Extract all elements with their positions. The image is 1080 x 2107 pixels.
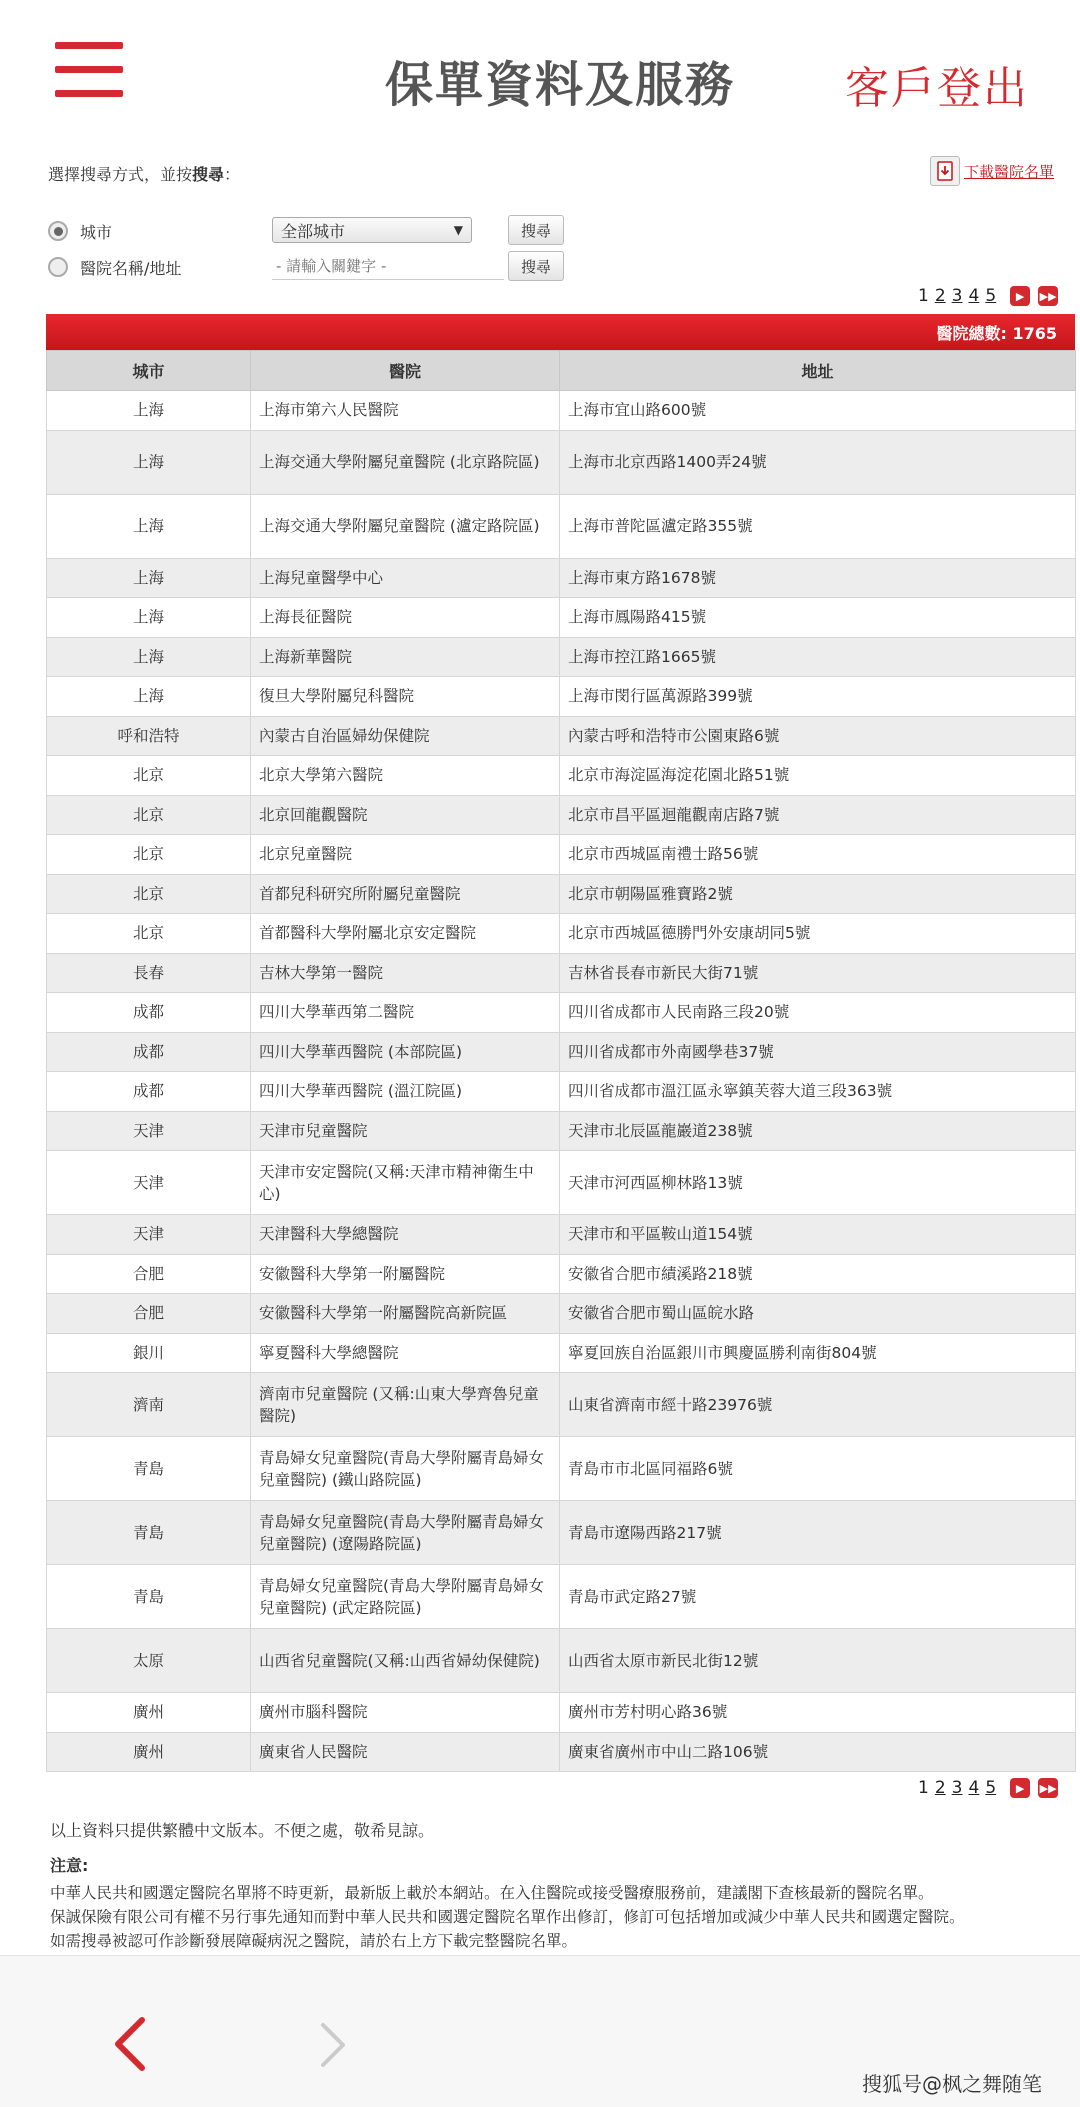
city-cell: 成都 <box>47 1032 251 1072</box>
page-title: 保單資料及服務 <box>385 57 736 113</box>
city-radio-button[interactable] <box>48 221 68 241</box>
hospital-name-radio-label: 醫院名稱/地址 <box>80 258 182 278</box>
address-cell: 安徽省合肥市蜀山區皖水路 <box>560 1294 1076 1334</box>
next-page-icon[interactable]: ▶ <box>1010 286 1030 306</box>
city-cell: 青島 <box>47 1501 251 1565</box>
table-row <box>47 1373 1076 1437</box>
hospital-cell: 四川大學華西醫院 (本部院區) <box>251 1032 560 1072</box>
table-row <box>47 1072 1076 1112</box>
hospital-table <box>46 350 1076 1772</box>
download-list-link[interactable]: 下載醫院名單 <box>964 162 1055 181</box>
city-cell: 青島 <box>47 1565 251 1629</box>
hospital-cell: 首都兒科研究所附屬兒童醫院 <box>251 874 560 914</box>
address-cell: 北京市西城區德勝門外安康胡同5號 <box>560 914 1076 954</box>
table-row <box>47 1254 1076 1294</box>
address-cell: 天津市河西區柳林路13號 <box>560 1151 1076 1215</box>
hospital-cell: 濟南市兒童醫院 (又稱:山東大學齊魯兒童醫院) <box>251 1373 560 1437</box>
hospital-cell: 青島婦女兒童醫院(青島大學附屬青島婦女兒童醫院) (鐵山路院區) <box>251 1437 560 1501</box>
hospital-cell: 四川大學華西醫院 (溫江院區) <box>251 1072 560 1112</box>
city-cell: 濟南 <box>47 1373 251 1437</box>
hospital-cell: 安徽醫科大學第一附屬醫院 <box>251 1254 560 1294</box>
table-header-row <box>47 351 1076 391</box>
table-row <box>47 637 1076 677</box>
table-row <box>47 494 1076 558</box>
city-cell: 上海 <box>47 598 251 638</box>
address-cell: 山東省濟南市經十路23976號 <box>560 1373 1076 1437</box>
page-link-2[interactable]: 2 <box>934 286 946 306</box>
dropdown-arrow-icon: ▼ <box>453 223 463 237</box>
city-cell: 合肥 <box>47 1254 251 1294</box>
hospital-cell: 吉林大學第一醫院 <box>251 953 560 993</box>
city-cell: 北京 <box>47 835 251 875</box>
address-cell: 吉林省長春市新民大街71號 <box>560 953 1076 993</box>
city-cell: 青島 <box>47 1437 251 1501</box>
table-row <box>47 1333 1076 1373</box>
table-row <box>47 598 1076 638</box>
hospital-cell: 上海新華醫院 <box>251 637 560 677</box>
hospital-cell: 青島婦女兒童醫院(青島大學附屬青島婦女兒童醫院) (遼陽路院區) <box>251 1501 560 1565</box>
note-line-2: 保誠保險有限公司有權不另行事先通知而對中華人民共和國選定醫院名單作出修訂，修訂可包括增加或減少中華人民共和國選定醫院。 <box>50 1908 965 1926</box>
column-header-hospital: 醫院 <box>251 351 560 391</box>
table-row <box>47 1111 1076 1151</box>
address-cell: 北京市海淀區海淀花園北路51號 <box>560 756 1076 796</box>
city-cell: 廣州 <box>47 1732 251 1772</box>
city-cell: 北京 <box>47 756 251 796</box>
radio-option-hospital-name[interactable] <box>48 252 181 282</box>
address-cell: 四川省成都市溫江區永寧鎮芙蓉大道三段363號 <box>560 1072 1076 1112</box>
hospital-cell: 北京回龍觀醫院 <box>251 795 560 835</box>
city-select[interactable] <box>272 217 472 243</box>
table-row <box>47 430 1076 494</box>
city-cell: 合肥 <box>47 1294 251 1334</box>
address-cell: 上海市控江路1665號 <box>560 637 1076 677</box>
page-link-3[interactable]: 3 <box>951 286 963 306</box>
city-cell: 成都 <box>47 993 251 1033</box>
hospital-total-bar <box>46 314 1075 350</box>
hospital-cell: 廣東省人民醫院 <box>251 1732 560 1772</box>
keyword-search-input[interactable] <box>272 252 504 280</box>
address-cell: 四川省成都市外南國學巷37號 <box>560 1032 1076 1072</box>
hospital-cell: 山西省兒童醫院(又稱:山西省婦幼保健院) <box>251 1629 560 1693</box>
table-row <box>47 1151 1076 1215</box>
address-cell: 天津市北辰區龍巖道238號 <box>560 1111 1076 1151</box>
city-cell: 天津 <box>47 1151 251 1215</box>
table-row <box>47 391 1076 431</box>
city-cell: 北京 <box>47 914 251 954</box>
city-cell: 北京 <box>47 795 251 835</box>
search-instructions <box>48 162 240 185</box>
table-row <box>47 1501 1076 1565</box>
hospital-cell: 上海交通大學附屬兒童醫院 (北京路院區) <box>251 430 560 494</box>
hospital-total-count: 醫院總數: 1765 <box>936 323 1057 343</box>
app-header <box>0 0 1080 150</box>
table-row <box>47 677 1076 717</box>
city-cell: 成都 <box>47 1072 251 1112</box>
hospital-cell: 上海長征醫院 <box>251 598 560 638</box>
page-link-1[interactable]: 1 <box>918 1778 929 1798</box>
hospital-cell: 北京兒童醫院 <box>251 835 560 875</box>
city-cell: 天津 <box>47 1215 251 1255</box>
browser-bottom-bar <box>0 1955 1080 2107</box>
table-body <box>47 391 1076 1772</box>
hospital-cell: 四川大學華西第二醫院 <box>251 993 560 1033</box>
city-radio-label: 城市 <box>80 222 113 242</box>
page-link-5[interactable]: 5 <box>985 286 997 306</box>
note-line-1: 中華人民共和國選定醫院名單將不時更新，最新版上載於本網站。在入住醫院或接受醫療服務前，建議閣下查核最新的醫院名單。 <box>50 1884 934 1902</box>
city-select-value: 全部城市 <box>281 221 346 241</box>
last-page-icon[interactable]: ▶▶ <box>1038 286 1058 306</box>
search-hint-bold: 搜尋 <box>192 165 225 184</box>
address-cell: 青島市遼陽西路217號 <box>560 1501 1076 1565</box>
address-cell: 天津市和平區鞍山道154號 <box>560 1215 1076 1255</box>
hospital-cell: 天津醫科大學總醫院 <box>251 1215 560 1255</box>
pagination-top <box>918 284 1058 308</box>
address-cell: 山西省太原市新民北街12號 <box>560 1629 1076 1693</box>
address-cell: 北京市西城區南禮士路56號 <box>560 835 1076 875</box>
address-cell: 上海市北京西路1400弄24號 <box>560 430 1076 494</box>
city-cell: 上海 <box>47 677 251 717</box>
city-cell: 銀川 <box>47 1333 251 1373</box>
table-row <box>47 835 1076 875</box>
hospital-cell: 上海市第六人民醫院 <box>251 391 560 431</box>
address-cell: 上海市鳳陽路415號 <box>560 598 1076 638</box>
hospital-cell: 天津市安定醫院(又稱:天津市精神衛生中心) <box>251 1151 560 1215</box>
address-cell: 廣州市芳村明心路36號 <box>560 1693 1076 1733</box>
address-cell: 上海市閔行區萬源路399號 <box>560 677 1076 717</box>
page-link-2[interactable]: 2 <box>934 1778 946 1798</box>
logout-button[interactable]: 客戶登出 <box>845 63 1029 114</box>
address-cell: 上海市宜山路600號 <box>560 391 1076 431</box>
table-row <box>47 1437 1076 1501</box>
last-page-icon[interactable]: ▶▶ <box>1038 1778 1058 1798</box>
hospital-cell: 首都醫科大學附屬北京安定醫院 <box>251 914 560 954</box>
notes-title: 注意: <box>50 1856 89 1875</box>
address-cell: 青島市武定路27號 <box>560 1565 1076 1629</box>
city-search-button[interactable]: 搜尋 <box>508 215 564 245</box>
table-row <box>47 1215 1076 1255</box>
table-row <box>47 716 1076 756</box>
hospital-cell: 廣州市腦科醫院 <box>251 1693 560 1733</box>
address-cell: 北京市昌平區迴龍觀南店路7號 <box>560 795 1076 835</box>
table-row <box>47 1294 1076 1334</box>
table-row <box>47 993 1076 1033</box>
page-link-4[interactable]: 4 <box>968 286 980 306</box>
chevron-right-icon[interactable] <box>318 2021 348 2073</box>
hospital-cell: 天津市兒童醫院 <box>251 1111 560 1151</box>
address-cell: 北京市朝陽區雅寶路2號 <box>560 874 1076 914</box>
city-cell: 廣州 <box>47 1693 251 1733</box>
download-list-icon[interactable] <box>930 156 960 186</box>
table-row <box>47 1032 1076 1072</box>
address-cell: 四川省成都市人民南路三段20號 <box>560 993 1076 1033</box>
watermark-text: 搜狐号@枫之舞随笔 <box>862 2072 1042 2096</box>
address-cell: 安徽省合肥市績溪路218號 <box>560 1254 1076 1294</box>
chevron-left-icon[interactable] <box>112 2016 148 2076</box>
city-cell: 太原 <box>47 1629 251 1693</box>
hospital-cell: 內蒙古自治區婦幼保健院 <box>251 716 560 756</box>
page-link-4[interactable]: 4 <box>968 1778 980 1798</box>
table-row <box>47 874 1076 914</box>
table-row <box>47 1629 1076 1693</box>
column-header-city: 城市 <box>47 351 251 391</box>
city-cell: 上海 <box>47 494 251 558</box>
pagination-bottom <box>918 1776 1058 1800</box>
address-cell: 內蒙古呼和浩特市公園東路6號 <box>560 716 1076 756</box>
page-link-5[interactable]: 5 <box>985 1778 997 1798</box>
address-cell: 上海市東方路1678號 <box>560 558 1076 598</box>
hospital-name-radio-button[interactable] <box>48 257 68 277</box>
city-cell: 長春 <box>47 953 251 993</box>
hospital-cell: 寧夏醫科大學總醫院 <box>251 1333 560 1373</box>
address-cell: 寧夏回族自治區銀川市興慶區勝利南街804號 <box>560 1333 1076 1373</box>
address-cell: 上海市普陀區瀘定路355號 <box>560 494 1076 558</box>
table-row <box>47 1565 1076 1629</box>
city-cell: 上海 <box>47 637 251 677</box>
table-row <box>47 1732 1076 1772</box>
address-cell: 青島市市北區同福路6號 <box>560 1437 1076 1501</box>
table-row <box>47 558 1076 598</box>
page-link-1[interactable]: 1 <box>918 286 929 306</box>
hospital-cell: 安徽醫科大學第一附屬醫院高新院區 <box>251 1294 560 1334</box>
table-row <box>47 795 1076 835</box>
search-hint-text: 選擇搜尋方式，並按 <box>48 165 193 184</box>
next-page-icon[interactable]: ▶ <box>1010 1778 1030 1798</box>
radio-option-city[interactable] <box>48 216 112 246</box>
hospital-cell: 上海兒童醫學中心 <box>251 558 560 598</box>
hamburger-menu-icon[interactable] <box>55 42 125 100</box>
search-hint-suffix: ： <box>224 165 241 184</box>
city-cell: 天津 <box>47 1111 251 1151</box>
hospital-cell: 北京大學第六醫院 <box>251 756 560 796</box>
table-row <box>47 953 1076 993</box>
hospital-cell: 復旦大學附屬兒科醫院 <box>251 677 560 717</box>
city-cell: 北京 <box>47 874 251 914</box>
language-note: 以上資料只提供繁體中文版本。不便之處，敬希見諒。 <box>50 1821 435 1840</box>
download-hospital-list[interactable] <box>930 155 1054 187</box>
city-cell: 上海 <box>47 391 251 431</box>
hospital-cell: 上海交通大學附屬兒童醫院 (瀘定路院區) <box>251 494 560 558</box>
keyword-search-button[interactable]: 搜尋 <box>508 251 564 281</box>
city-cell: 上海 <box>47 430 251 494</box>
page-link-3[interactable]: 3 <box>951 1778 963 1798</box>
table-row <box>47 914 1076 954</box>
address-cell: 廣東省廣州市中山二路106號 <box>560 1732 1076 1772</box>
column-header-address: 地址 <box>560 351 1076 391</box>
note-line-3: 如需搜尋被認可作診斷發展障礙病況之醫院，請於右上方下載完整醫院名單。 <box>50 1932 578 1950</box>
table-row <box>47 756 1076 796</box>
city-cell: 上海 <box>47 558 251 598</box>
hospital-cell: 青島婦女兒童醫院(青島大學附屬青島婦女兒童醫院) (武定路院區) <box>251 1565 560 1629</box>
city-cell: 呼和浩特 <box>47 716 251 756</box>
table-row <box>47 1693 1076 1733</box>
